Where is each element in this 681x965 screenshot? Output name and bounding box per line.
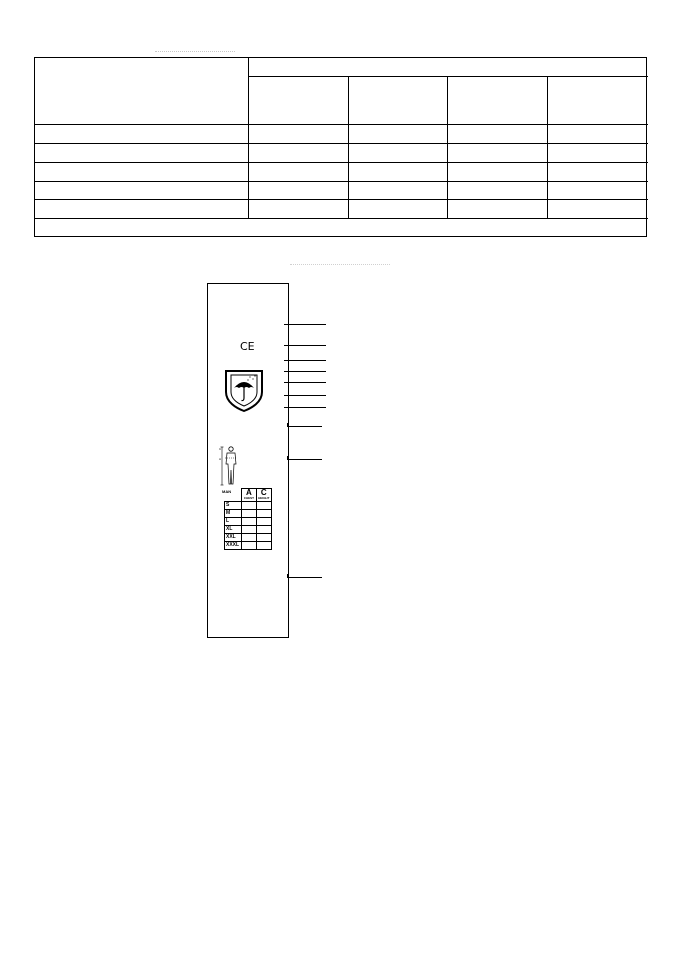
callout-line-4 bbox=[284, 371, 326, 372]
table-vline-main bbox=[248, 58, 249, 218]
callout-line-9 bbox=[287, 459, 322, 460]
callout-line-7 bbox=[284, 407, 326, 408]
table-row-line-3 bbox=[35, 162, 648, 163]
size-chart-header bbox=[225, 489, 272, 502]
size-row: XL bbox=[225, 526, 272, 534]
callout-tick-10 bbox=[287, 574, 288, 578]
callout-line-8 bbox=[287, 426, 322, 427]
body-measure-figure bbox=[219, 446, 241, 486]
table-row-line-4 bbox=[35, 181, 648, 182]
table-header-split bbox=[248, 76, 648, 77]
size-row: L bbox=[225, 518, 272, 526]
ce-mark-text: CE bbox=[240, 340, 255, 353]
table-vline-4 bbox=[547, 76, 548, 218]
callout-line-5 bbox=[284, 382, 326, 383]
faint-figure-caption bbox=[290, 264, 390, 267]
size-chart bbox=[224, 488, 272, 550]
callout-line-10 bbox=[287, 577, 322, 578]
callout-line-6 bbox=[284, 395, 326, 396]
table-vline-2 bbox=[348, 76, 349, 218]
umbrella-shield-icon bbox=[224, 368, 264, 412]
svg-text:C: C bbox=[219, 447, 222, 451]
table-row-line-5 bbox=[35, 199, 648, 200]
svg-text:A: A bbox=[219, 457, 222, 461]
callout-tick-8 bbox=[287, 423, 288, 427]
callout-tick-9 bbox=[287, 456, 288, 460]
size-row: XXXL bbox=[225, 542, 272, 550]
table-row-line-6 bbox=[35, 218, 648, 219]
size-row: M bbox=[225, 510, 272, 518]
ce-mark bbox=[240, 340, 255, 353]
callout-line-1 bbox=[284, 324, 326, 325]
column-header-a: A CHEST bbox=[242, 489, 256, 502]
table-row-line-1 bbox=[35, 124, 648, 125]
man-label: MAN bbox=[222, 489, 232, 494]
specification-table bbox=[34, 57, 647, 237]
callout-line-3 bbox=[284, 360, 326, 361]
callout-line-2 bbox=[284, 345, 326, 346]
size-row: XXL bbox=[225, 534, 272, 542]
column-header-c: C HEIGHT bbox=[256, 489, 271, 502]
size-row: S bbox=[225, 502, 272, 510]
table-row-line-2 bbox=[35, 143, 648, 144]
table-vline-3 bbox=[447, 76, 448, 218]
